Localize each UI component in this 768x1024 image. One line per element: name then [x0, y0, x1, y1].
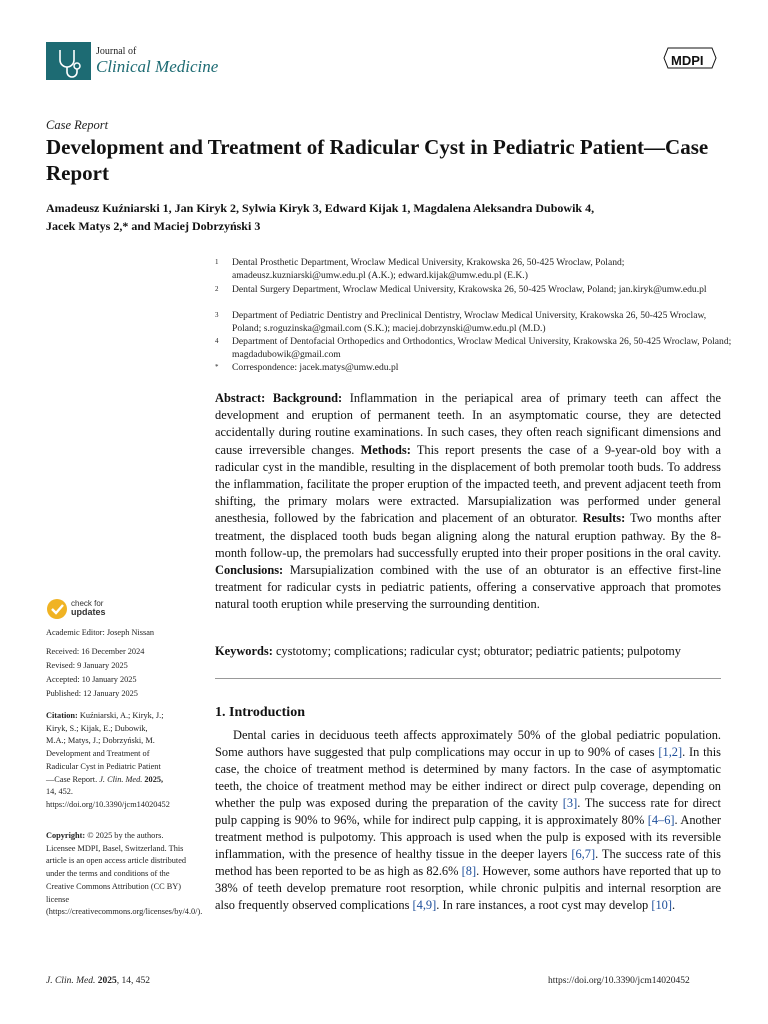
check-for-updates-badge[interactable]: check for updates [46, 598, 146, 620]
author-list [46, 199, 736, 235]
affiliation-4: 4 Department of Dentofacial Orthopedics and Orthodontics, Wroclaw Medical University, Krakowska 26, 50-425 Wroclaw, Poland; magdadubowik@gmail.com [215, 336, 732, 361]
section-heading: 1. Introduction [215, 705, 305, 720]
citation-link[interactable]: [10] [651, 898, 672, 912]
citation-block: Citation: Kuźniarski, A.; Kiryk, J.; Kiryk, S.; Kijak, E.; Dubowik, M.A.; Matys, J.; Dobrzyński, M. Development and Treatment of Radicular Cyst in Pediatric Patient—Case Report. J. Clin. Med. 2025, 14, 452. https://doi.org/10.3390/jcm14020452 [46, 711, 170, 809]
intro-paragraph: Dental caries in deciduous teeth affects approximately 50% of the global pediatric population. Some authors have suggested that pulp complications may occur in up to 90% of cases [1,2]. In this case, the choice of treatment method is determined by many factors. In the case of asymptomatic teeth, the choice of treatment method may be either indirect or direct pulp coverage, depending on whether the pulp was exposed during the preparation of the cavity [3]. The success rate for direct pulp capping is 90% to 96%, while for indirect pulp capping, it is approximately 80% [4–6]. Another treatment method is pulpotomy. This approach is used when the pulp is exposed with its reversible inflammation, with the presence of healthy tissue in the deeper layers [6,7]. The success rate of this method has been reported to be as high as 82.6% [8]. However, some authors have reported that up to 38% of teeth develop premature root resorption, while chronic pulpitis and internal resorption are also frequently observed complications [4,9]. In rare instances, a root cyst may develop [10]. [215, 728, 721, 912]
check-updates-icon [46, 598, 68, 620]
correspondence: * Correspondence: jacek.matys@umw.edu.pl [215, 362, 399, 373]
authors-line-1[interactable]: Amadeusz Kuźniarski 1, Jan Kiryk 2, Sylwia Kiryk 3, Edward Kijak 1, Magdalena Aleksandra Dubowik 4, [46, 201, 595, 215]
article-title: Development and Treatment of Radicular Cyst in Pediatric Patient—Case Report [46, 135, 709, 185]
footer-citation: J. Clin. Med. 2025, 14, 452 [46, 976, 150, 986]
article-type: Case Report [46, 118, 109, 132]
citation-link[interactable]: [1,2] [658, 745, 683, 759]
academic-editor: Academic Editor: Joseph Nissan [46, 628, 155, 637]
date-received: Received: 16 December 2024 [46, 647, 145, 656]
abstract: Abstract: Background: Inflammation in the periapical area of primary teeth can affect the development and eruption of permanent teeth. In an asymptomatic course, they are detected accidentally during routine examinations. In such cases, they often reach significant dimensions and cause irreversible changes. Methods: This report presents the case of a 9-year-old boy with a radicular cyst in the mandible, resulting in the displacement of both premolar tooth buds. To address the inflammation, facilitate the proper eruption of the impacted teeth, and prevent adjacent teeth from shifting, the primary molars were extracted. Marsupialization was performed under general anesthesia, followed by the fabrication and placement of an obturator. Results: Two months after treatment, the displaced tooth buds began aligning along the natural eruption pathway. By the 8-month follow-up, the premolars had successfully erupted into their proper positions in the oral cavity. Conclusions: Marsupialization combined with the use of an obturator is an effective first-line treatment for radicular cysts in pediatric patients, offering a conservative approach that promotes natural tooth eruption while preserving the surrounding dentition. [215, 391, 721, 612]
journal-name: Clinical Medicine [96, 57, 219, 76]
date-published: Published: 12 January 2025 [46, 689, 138, 698]
citation-link[interactable]: [8] [461, 864, 477, 878]
date-revised: Revised: 9 January 2025 [46, 661, 128, 670]
journal-name-small: Journal of [96, 46, 137, 57]
authors-line-2[interactable]: Jacek Matys 2,* and Maciej Dobrzyński 3 [46, 219, 261, 233]
keywords: Keywords: cystotomy; complications; radicular cyst; obturator; pediatric patients; pulpotomy [215, 644, 681, 658]
footer-doi[interactable]: https://doi.org/10.3390/jcm14020452 [548, 976, 690, 986]
citation-link[interactable]: [4,9] [412, 898, 437, 912]
affiliation-3: 3 Department of Pediatric Dentistry and Preclinical Dentistry, Wroclaw Medical University, Krakowska 26, 50-425 Wroclaw, Poland; s.roguzinska@gmail.com (S.K.); maciej.dobrzynski@umw.edu.pl (M.D.) [215, 310, 707, 335]
citation-link[interactable]: [3] [562, 796, 578, 810]
divider [215, 678, 721, 679]
copyright-block: Copyright: © 2025 by the authors. Licensee MDPI, Basel, Switzerland. This article is an open access article distributed under the terms and conditions of the Creative Commons Attribution (CC BY) license (https://creativecommons.org/licenses/by/4.0/). [46, 831, 203, 917]
publisher-logo: MDPI [671, 53, 704, 68]
affiliation-2: 2 Dental Surgery Department, Wroclaw Medical University, Krakowska 26, 50-425 Wroclaw, Poland; jan.kiryk@umw.edu.pl [215, 284, 707, 295]
date-accepted: Accepted: 10 January 2025 [46, 675, 137, 684]
citation-link[interactable]: [4–6] [647, 813, 675, 827]
stethoscope-icon [46, 42, 91, 80]
citation-link[interactable]: [6,7] [571, 847, 596, 861]
journal-logo [46, 42, 91, 80]
affiliation-1: 1 Dental Prosthetic Department, Wroclaw Medical University, Krakowska 26, 50-425 Wroclaw, Poland; amadeusz.kuzniarski@umw.edu.pl (A.K.); edward.kijak@umw.edu.pl (E.K.) [215, 257, 625, 282]
